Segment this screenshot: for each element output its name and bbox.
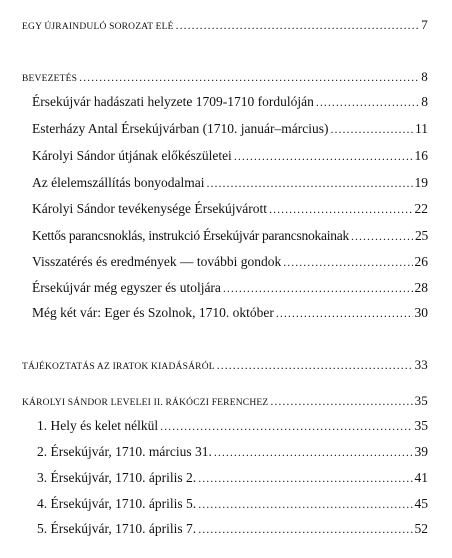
toc-entry-info[interactable] xyxy=(0,357,452,375)
toc-entry-title: 2. Érsekújvár, 1710. március 31. xyxy=(37,444,212,459)
toc-page-number: 41 xyxy=(414,470,428,485)
dot-leader xyxy=(331,121,413,137)
dot-leader xyxy=(269,201,412,217)
toc-page-number: 30 xyxy=(414,305,428,320)
toc-subentry[interactable] xyxy=(0,470,452,486)
toc-page-number: 19 xyxy=(414,175,428,190)
toc-entry-letters[interactable] xyxy=(0,393,452,411)
toc-page-number: 7 xyxy=(421,17,428,32)
dot-leader xyxy=(176,17,420,33)
dot-leader xyxy=(283,254,412,270)
toc-page-number: 28 xyxy=(414,280,428,295)
toc-page-number: 45 xyxy=(414,496,428,511)
toc-page-number: 35 xyxy=(414,393,428,408)
dot-leader xyxy=(276,305,413,321)
toc-entry-title: BEVEZETÉS xyxy=(22,74,78,84)
toc-page-number: 16 xyxy=(414,148,428,163)
toc-page-number: 22 xyxy=(414,201,428,216)
toc-subentry[interactable] xyxy=(0,254,452,270)
toc-subentry[interactable] xyxy=(0,175,452,191)
dot-leader xyxy=(160,418,412,434)
toc-entry-title: 5. Érsekújvár, 1710. április 7. xyxy=(37,521,197,536)
toc-entry-title: Érsekújvár még egyszer és utoljára xyxy=(32,280,221,295)
dot-leader xyxy=(198,496,412,512)
toc-subentry[interactable] xyxy=(0,496,452,512)
dot-leader xyxy=(270,393,412,409)
toc-entry-title: Az élelemszállítás bonyodalmai xyxy=(32,175,205,190)
toc-entry-title: 4. Érsekújvár, 1710. április 5. xyxy=(37,496,197,511)
toc-entry-foreword[interactable] xyxy=(0,17,452,35)
toc-entry-title: 3. Érsekújvár, 1710. április 2. xyxy=(37,470,197,485)
dot-leader xyxy=(198,521,412,537)
toc-page-number: 35 xyxy=(414,418,428,433)
dot-leader xyxy=(217,357,413,373)
toc-entry-title: Visszatérés és eredmények — további gondok xyxy=(32,254,282,269)
toc-entry-title: Érsekújvár hadászati helyzete 1709-1710 fordulóján xyxy=(32,94,314,109)
dot-leader xyxy=(316,94,419,110)
toc-subentry[interactable] xyxy=(0,121,452,137)
toc-entry-title: Esterházy Antal Érsekújvárban (1710. január–március) xyxy=(32,121,329,136)
toc-page-number: 33 xyxy=(414,357,428,372)
toc-subentry[interactable] xyxy=(0,305,452,321)
toc-entry-introduction[interactable] xyxy=(0,69,452,87)
dot-leader xyxy=(234,148,413,164)
toc-subentry[interactable] xyxy=(0,521,452,537)
dot-leader xyxy=(214,444,413,460)
dot-leader xyxy=(198,470,412,486)
toc-entry-title: EGY ÚJRAINDULÓ SOROZAT ELÉ xyxy=(22,22,174,32)
toc-page-number: 8 xyxy=(421,69,428,84)
toc-subentry[interactable] xyxy=(0,280,452,296)
toc-page-number: 39 xyxy=(414,444,428,459)
toc-entry-title: Még két vár: Eger és Szolnok, 1710. október xyxy=(32,305,274,320)
toc-entry-title: 1. Hely és kelet nélkül xyxy=(37,418,159,433)
toc-subentry[interactable] xyxy=(0,201,452,217)
dot-leader xyxy=(351,228,413,244)
toc-entry-title: Kettős parancsnoklás, instrukció Érsekújvár parancsnokainak xyxy=(32,228,350,243)
toc-subentry[interactable] xyxy=(0,418,452,434)
toc-page-number: 25 xyxy=(415,228,428,243)
toc-entry-title: KÁROLYI SÁNDOR LEVELEI II. RÁKÓCZI FERENCHEZ xyxy=(22,398,269,408)
dot-leader xyxy=(206,175,412,191)
dot-leader xyxy=(223,280,413,296)
toc-page-number: 26 xyxy=(414,254,428,269)
toc-entry-title: TÁJÉKOZTATÁS AZ IRATOK KIADÁSÁRÓL xyxy=(22,362,215,372)
toc-subentry[interactable] xyxy=(0,444,452,460)
dot-leader xyxy=(79,69,419,85)
toc-subentry[interactable] xyxy=(0,228,452,244)
toc-page-number: 11 xyxy=(415,121,428,136)
toc-subentry[interactable] xyxy=(0,148,452,164)
toc-page-number: 52 xyxy=(414,521,428,536)
toc-entry-title: Károlyi Sándor útjának előkészületei xyxy=(32,148,232,163)
toc-entry-title: Károlyi Sándor tevékenysége Érsekújvárott xyxy=(32,201,268,216)
toc-page-number: 8 xyxy=(421,94,428,109)
toc-subentry[interactable] xyxy=(0,94,452,110)
